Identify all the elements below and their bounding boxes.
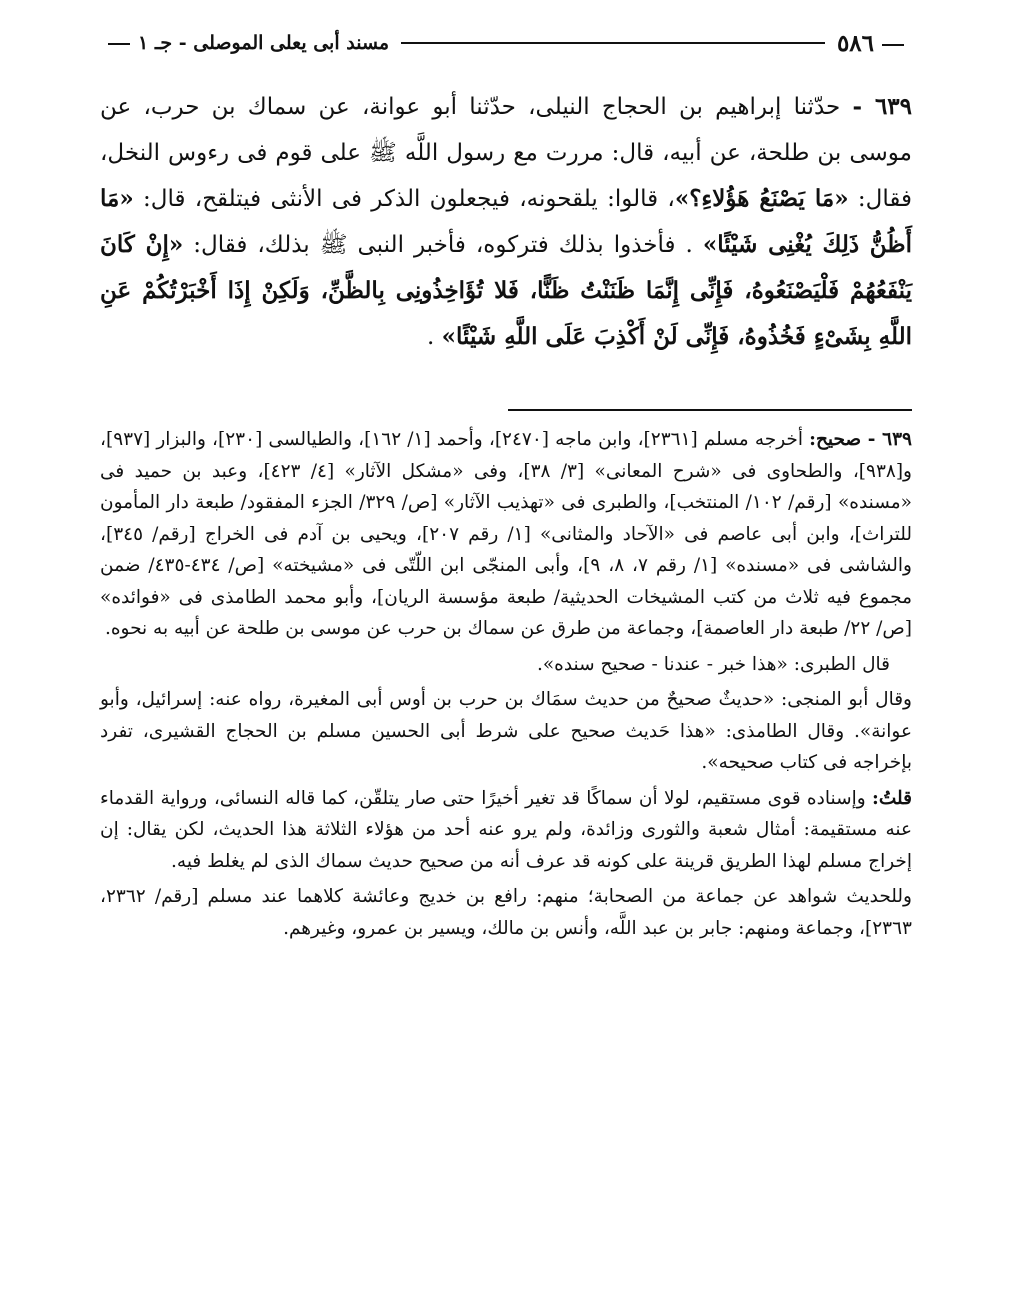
page-number-text: ٥٨٦ <box>836 29 874 57</box>
footnote-separator <box>508 409 912 411</box>
volume-label: - جـ ١ <box>100 32 193 54</box>
qultu-paragraph <box>100 783 912 878</box>
abu-munji-paragraph: وقال أبو المنجى: «حديثٌ صحيحٌ من حديث سمَاك بن حرب بن أوس أبى المغيرة، رواه عنه: إسرائيل، وأبو عوانة». وقال الطامذى: «هذا حَديث صحيح على شرط أبى الحسين مسلم بن الحجاج القشيرى، تفرد بإخراجه فى كتاب صحيحه». <box>100 689 912 773</box>
tabari-paragraph: قال الطبرى: «هذا خبر - عندنا - صحيح سنده». <box>536 653 890 675</box>
header-dash-end <box>108 43 130 45</box>
hadith-quote-2: «مَا أَظُنُّ ذَلِكَ يُغْنِى شَيْئًا» <box>100 185 913 258</box>
takhrij-text: أخرجه مسلم [٢٣٦١]، وابن ماجه [٢٤٧٠]، وأحمد [١/ ١٦٢]، والطيالسى [٢٣٠]، والبزار [٩٣٧]، و[٩٣٨]، والطحاوى فى «شرح المعانى» [٣/ ٣٨]، وفى «مشكل الآثار» [٤/ ٤٢٣]، وعبد بن حميد فى «مسنده» [رقم/ ١٠٢/ المنتخب]، والطبرى فى «تهذيب الآثار» [ص/ ٣٢٩/ الجزء المفقود/ طبعة دار المأمون للتراث]، وابن أبى عاصم فى «الآحاد والمثانى» [١/ رقم ٢٠٧]، ويحيى بن آدم فى الخراج [رقم/ ٣٤٥]، والشاشى فى «مسنده» [١/ رقم ٧، ٨، ٩]، وأبى المنجّى ابن اللّتّى فى «مشيخته» [ص/ ٤٣٤-٤٣٥/ ضمن مجموع فيه ثلاث من كتب المشيخات الحديثية/ طبعة مؤسسة الريان]، وأبو محمد الطامذى فى «فوائده» [ص/ ٢٢/ طبعة دار العاصمة]، وجماعة من طرق عن سماك بن حرب عن موسى بن طلحة عن أبيه به نحوه. <box>100 429 912 639</box>
hadith-ending: . <box>427 324 435 350</box>
hadith-quote-1: «مَا يَصْنَعُ هَؤُلاءِ؟» <box>674 185 849 212</box>
volume-text: جـ ١ <box>138 32 173 54</box>
shawahid-paragraph: وللحديث شواهد عن جماعة من الصحابة؛ منهم: رافع بن خديج وعائشة كلاهما عند مسلم [رقم/ ٢٣٦٢، ٢٣٦٣]، وجماعة ومنهم: جابر بن عبد اللَّه، وأنس بن مالك، ويسير بن عمرو، وغيرهم. <box>100 886 912 939</box>
header-rule <box>401 42 825 44</box>
hadith-number: ٦٣٩ - <box>852 93 912 120</box>
hadith-narration-1: حدّثنا إبراهيم بن الحجاج النيلى، حدّثنا أبو عوانة، عن سماك بن حرب، عن موسى بن طلحة، عن أبيه، قال: مررت مع رسول اللَّه ﷺ على قوم فى رءوس النخل، فقال: <box>100 94 913 212</box>
qultu-label: قلتُ: <box>872 787 912 809</box>
page-number <box>837 30 912 57</box>
takhrij-paragraph <box>100 424 912 645</box>
footnotes <box>100 424 912 948</box>
hadith-quote-3: «إِنْ كَانَ يَنْفَعُهُمْ فَلْيَصْنَعُوهُ، فَإِنِّى إِنَّمَا ظَنَنْتُ ظَنًّا، فَلا تُؤَاخِذُونِى بِالظَّنِّ، وَلَكِنْ إِذَا أَخْبَرْتُكُمْ عَنِ اللَّهِ بِشَىْءٍ فَخُذُوهُ، فَإِنِّى لَنْ أَكْذِبَ عَلَى اللَّهِ شَيْئًا» <box>100 231 912 350</box>
hadith-text <box>100 84 912 360</box>
hadith-narration-3: . فأخذوا بذلك فتركوه، فأخبر النبى ﷺ بذلك، فقال: <box>193 232 693 258</box>
hadith-narration-2: ، قالوا: يلقحونه، فيجعلون الذكر فى الأنثى فيتلقح، قال: <box>143 186 675 212</box>
book-title: مسند أبى يعلى الموصلى <box>193 32 390 54</box>
qultu-text: وإسناده قوى مستقيم، لولا أن سماكًا قد تغير أخيرًا حتى صار يتلقّن، كما قاله النسائى، ورواية القدماء عنه مستقيمة: أمثال شعبة والثورى وزائدة، ولم يرو عنه أحد من هؤلاء الثلاثة هذا الحديث، لكن يقال: إن إخراج مسلم لهذا الطريق قرينة على كونه قد عرف أنه من صحيح حديث سماك الذى لم يغلط فيه. <box>100 787 912 872</box>
header-dash <box>882 44 904 46</box>
running-header <box>100 26 912 60</box>
takhrij-label: ٦٣٩ - صحيح: <box>809 429 912 450</box>
